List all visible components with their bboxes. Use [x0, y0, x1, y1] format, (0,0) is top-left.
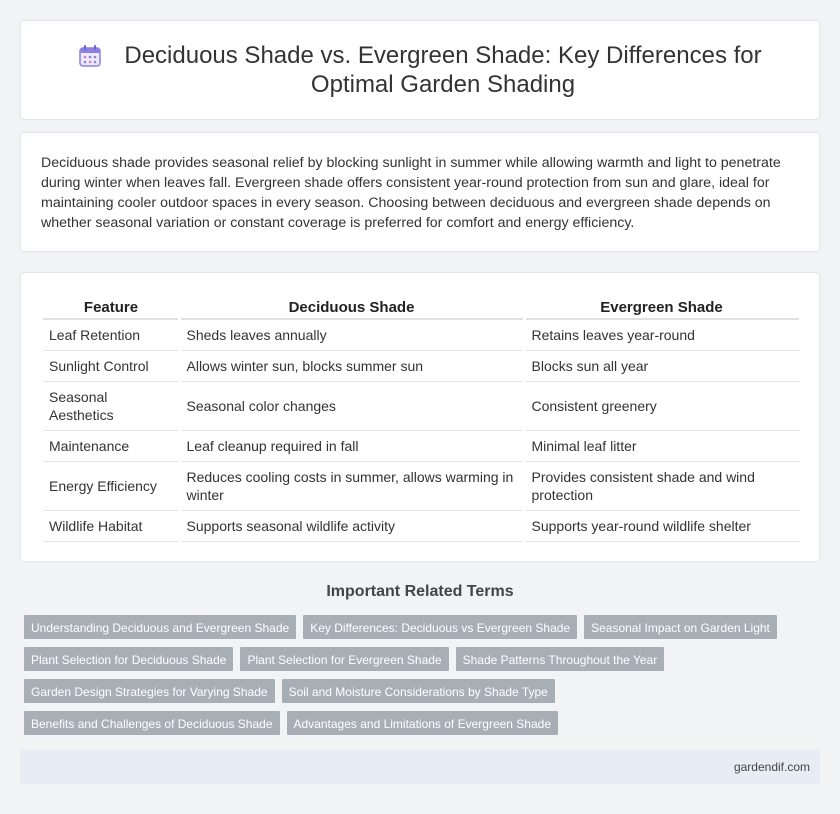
- related-term-tag[interactable]: Key Differences: Deciduous vs Evergreen Shade: [303, 615, 577, 639]
- related-term-tag[interactable]: Plant Selection for Deciduous Shade: [24, 647, 233, 671]
- table-header-row: [43, 295, 799, 319]
- table-cell: Seasonal Aesthetics: [43, 382, 179, 431]
- table-cell: Maintenance: [43, 431, 179, 462]
- table-cell: Supports year-round wildlife shelter: [524, 511, 799, 542]
- table-cell: Energy Efficiency: [43, 462, 179, 511]
- related-term-tag[interactable]: Plant Selection for Evergreen Shade: [240, 647, 448, 671]
- table-row: [43, 351, 799, 382]
- column-header-feature: Feature: [43, 295, 179, 319]
- related-term-tag[interactable]: Benefits and Challenges of Deciduous Shade: [24, 711, 280, 735]
- table-cell: Leaf Retention: [43, 319, 179, 351]
- table-row: [43, 511, 799, 542]
- table-row: [43, 319, 799, 351]
- table-cell: Consistent greenery: [524, 382, 799, 431]
- table-cell: Supports seasonal wildlife activity: [179, 511, 524, 542]
- related-term-tag[interactable]: Shade Patterns Throughout the Year: [456, 647, 665, 671]
- intro-text: Deciduous shade provides seasonal relief by blocking sunlight in summer while allowing warmth and light to penetrate during winter when leaves fall. Evergreen shade offers consistent year-round protection from sun and glare, ideal for maintaining cooler outdoor spaces in every season. Choosing between deciduous and evergreen shade depends on whether seasonal variation or constant coverage is preferred for comfort and energy efficiency.: [41, 155, 781, 231]
- column-header-evergreen: Evergreen Shade: [524, 295, 799, 319]
- related-term-tag[interactable]: Seasonal Impact on Garden Light: [584, 615, 777, 639]
- table-row: [43, 382, 799, 431]
- table-row: [43, 431, 799, 462]
- table-cell: Sheds leaves annually: [179, 319, 524, 351]
- table-cell: Leaf cleanup required in fall: [179, 431, 524, 462]
- table-cell: Seasonal color changes: [179, 382, 524, 431]
- related-terms-list: [24, 615, 824, 743]
- table-cell: Retains leaves year-round: [524, 319, 799, 351]
- related-term-tag[interactable]: Garden Design Strategies for Varying Shade: [24, 679, 275, 703]
- related-terms-title: Important Related Terms: [326, 583, 514, 600]
- column-header-deciduous: Deciduous Shade: [179, 295, 524, 319]
- table-row: [43, 462, 799, 511]
- table-cell: Minimal leaf litter: [524, 431, 799, 462]
- table-cell: Allows winter sun, blocks summer sun: [179, 351, 524, 382]
- footer-site-link[interactable]: gardendif.com: [733, 760, 810, 774]
- page-title: Deciduous Shade vs. Evergreen Shade: Key Differences for Optimal Garden Shading: [124, 42, 762, 98]
- intro-card: [20, 132, 820, 252]
- table-cell: Sunlight Control: [43, 351, 179, 382]
- header-card: [20, 20, 820, 120]
- related-term-tag[interactable]: Understanding Deciduous and Evergreen Shade: [24, 615, 296, 639]
- comparison-table: [43, 295, 799, 542]
- footer: [20, 750, 820, 784]
- calendar-icon: [77, 43, 103, 69]
- table-cell: Blocks sun all year: [524, 351, 799, 382]
- table-cell: Provides consistent shade and wind protection: [524, 462, 799, 511]
- table-cell: Wildlife Habitat: [43, 511, 179, 542]
- header: [37, 41, 803, 99]
- comparison-card: [20, 272, 820, 562]
- related-term-tag[interactable]: Soil and Moisture Considerations by Shade Type: [282, 679, 555, 703]
- table-cell: Reduces cooling costs in summer, allows warming in winter: [179, 462, 524, 511]
- related-term-tag[interactable]: Advantages and Limitations of Evergreen Shade: [287, 711, 559, 735]
